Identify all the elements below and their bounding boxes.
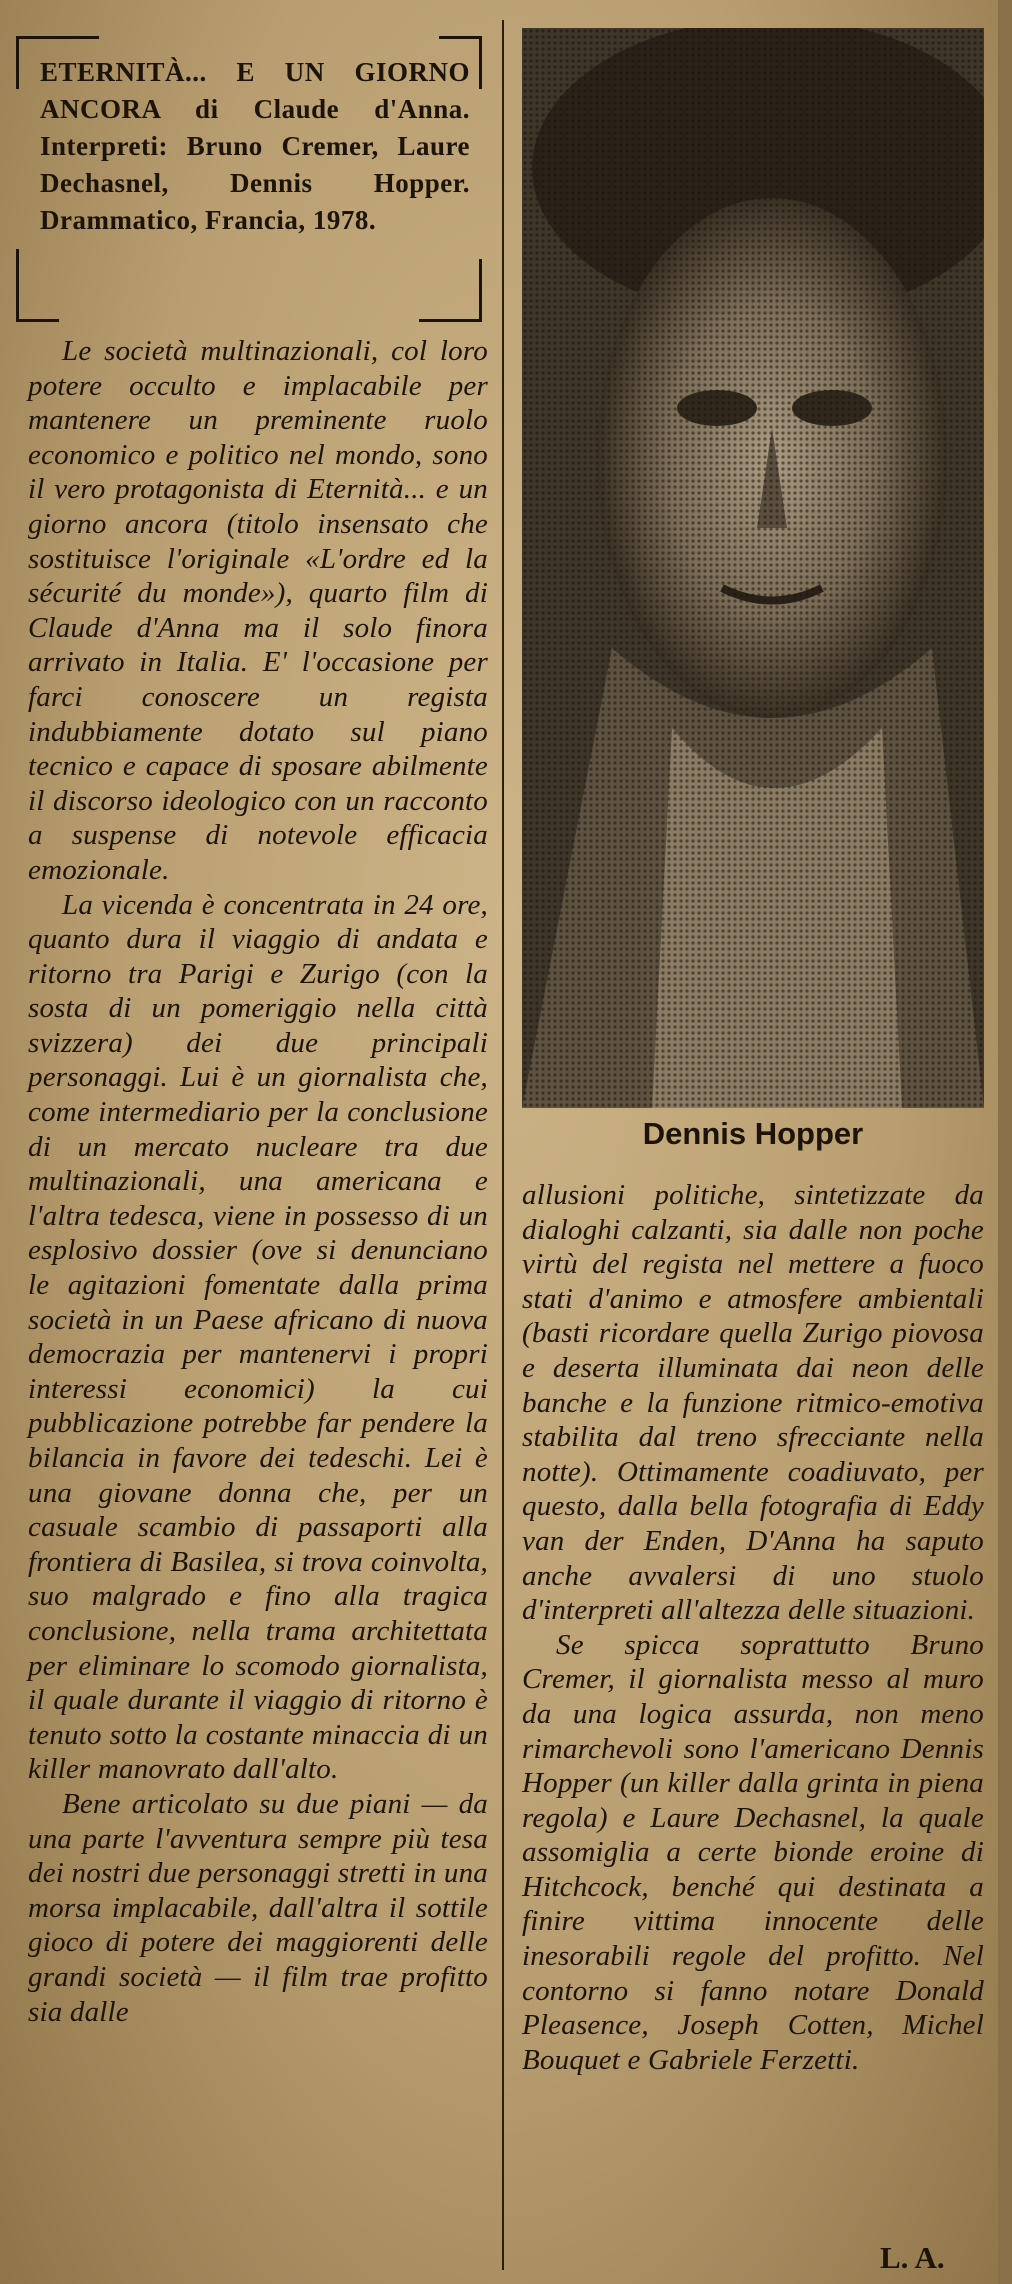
film-info-text: ETERNITÀ... E UN GIORNO ANCORA di Claude d'Anna. Interpreti: Bruno Cremer, Laure Dechasnel, Dennis Hopper. Drammatico, Francia, 1978. [40, 57, 470, 235]
article-paragraph: Bene articolato su due piani — da una parte l'avventura sempre più tesa dei nostri due personaggi stretti in una morsa implacabile, dall'altra il sottile gioco di potere dei maggiorenti delle grandi società — il film trae profitto sia dalle [28, 1787, 488, 2028]
clipping-edge [998, 0, 1012, 2284]
box-corner [419, 259, 482, 322]
article-column-left [28, 334, 488, 2029]
article-paragraph: Le società multinazionali, col loro potere occulto e implacabile per mantenere un preminente ruolo economico e politico nel mondo, sono il vero protagonista di Eternità... e un giorno ancora (titolo insensato che sostituisce l'originale «L'ordre ed la sécurité du monde»), quarto film di Claude d'Anna ma il solo finora arrivato in Italia. E' l'occasione per farci conoscere un regista indubbiamente dotato sul piano tecnico e capace di sposare abilmente il discorso ideologico con un racconto a suspense di notevole efficacia emozionale. [28, 335, 488, 886]
article-paragraph: La vicenda è concentrata in 24 ore, quanto dura il viaggio di andata e ritorno tra Parigi e Zurigo (con la sosta di un pomeriggio nella città svizzera) dei due principali personaggi. Lui è un giornalista che, come intermediario per la conclusione di un mercato nucleare tra due multinazionali, una americana e l'altra tedesca, viene in possesso di un esplosivo dossier (ove si denunciano le agitazioni fomentate dalla prima società in un Paese africano di nuova democrazia per mantenervi i propri interessi economici) la cui pubblicazione potrebbe far pendere la bilancia in favore dei tedeschi. Lei è una giovane donna che, per un casuale scambio di passaporti alla frontiera di Basilea, si trova coinvolta, suo malgrado e fino alla tragica conclusione, nella trama architettata per eliminare lo scomodo giornalista, il quale durante il viaggio di ritorno è tenuto sotto la costante minaccia di un killer manovrato dall'alto. [28, 888, 488, 1786]
portrait-halftone [522, 28, 984, 1108]
article-column-right [522, 1178, 984, 2077]
author-signature: L. A. [880, 2240, 945, 2275]
film-info-box [16, 36, 482, 322]
box-corner [16, 249, 59, 322]
portrait-photo [522, 28, 984, 1108]
article-paragraph: allusioni politiche, sintetizzate da dialoghi calzanti, sia dalle non poche virtù del regista nel mettere a fuoco stati d'animo e atmosfere ambientali (basti ricordare quella Zurigo piovosa e deserta illuminata dai neon delle banche e la funzione ritmico-emotiva stabilita dal treno sfrecciante nella notte). Ottimamente coadiuvato, per questo, dalla bella fotografia di Eddy van der Enden, D'Anna ha saputo anche avvalersi di uno stuolo d'interpreti all'altezza delle situazioni. [522, 1179, 984, 1627]
column-divider [502, 20, 504, 2270]
article-paragraph: Se spicca soprattutto Bruno Cremer, il giornalista messo al muro da una logica assurda, non meno rimarchevoli sono l'americano Dennis Hopper (un killer dalla grinta in piena regola) e Laure Dechasnel, la quale assomiglia a certe bionde eroine di Hitchcock, benché qui destinata a finire vittima innocente delle inesorabili regole del profitto. Nel contorno si fanno notare Donald Pleasence, Joseph Cotten, Michel Bouquet e Gabriele Ferzetti. [522, 1628, 984, 2076]
photo-caption: Dennis Hopper [642, 1116, 864, 1151]
